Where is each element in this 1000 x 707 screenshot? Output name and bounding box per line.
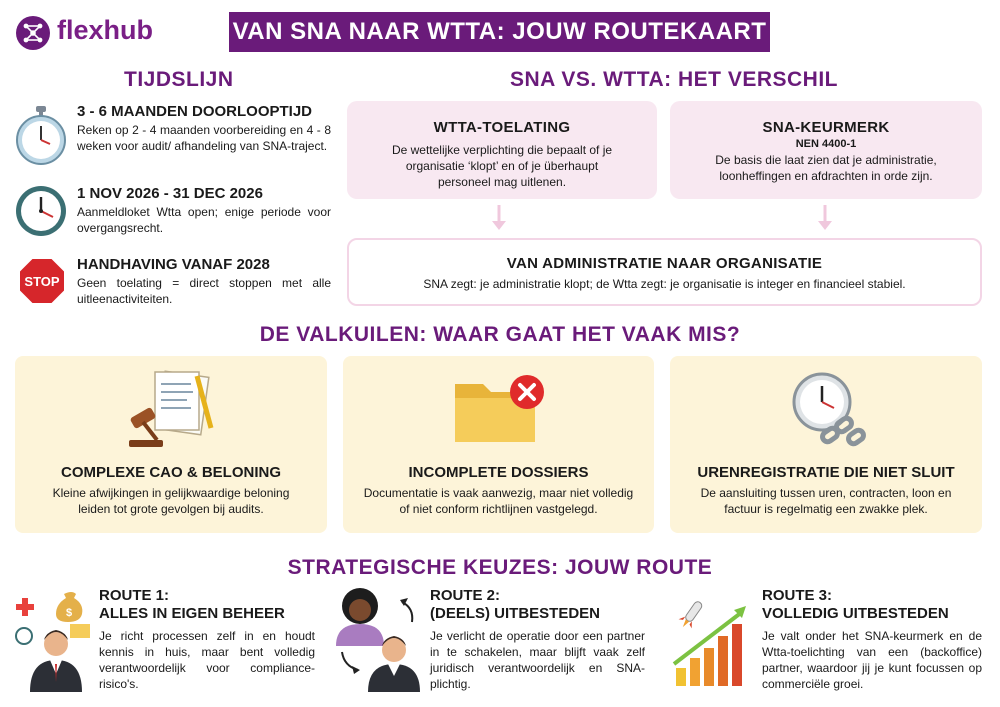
wtta-title: WTTA-TOELATING [433, 119, 571, 136]
timeline-item-text: Reken op 2 - 4 maanden voorbereiding en 4 - 8 weken voor audit/ afhandeling van SNA-traject. [77, 123, 331, 153]
sna-box [670, 101, 982, 199]
page-title: VAN SNA NAAR WTTA: JOUW ROUTEKAART [229, 12, 770, 52]
growth-chart-rocket-icon [670, 594, 754, 695]
route-title [762, 587, 949, 623]
route-line2: (DEELS) UITBESTEDEN [430, 605, 601, 622]
bridge-title: VAN ADMINISTRATIE NAAR ORGANISATIE [506, 255, 823, 272]
pitfall-text: Documentatie is vaak aanwezig, maar niet volledig of niet conform richtlijnen vastgelegd. [363, 486, 634, 516]
route-line1: ROUTE 2: [430, 587, 501, 604]
clock-broken-chain-icon [788, 368, 872, 457]
pitfalls-heading: DE VALKUILEN: WAAR GAAT HET VAAK MIS? [259, 323, 741, 346]
pitfall-title: INCOMPLETE DOSSIERS [408, 464, 589, 481]
route-line2: VOLLEDIG UITBESTEDEN [762, 605, 949, 622]
timeline-heading: TIJDSLIJN [124, 68, 234, 91]
gavel-documents-icon [125, 368, 221, 455]
timeline-item-title: HANDHAVING VANAF 2028 [77, 256, 270, 273]
flexhub-logo-icon [16, 16, 50, 50]
route-title [99, 587, 285, 623]
partners-exchange-icon [332, 586, 424, 697]
stopwatch-icon [14, 104, 68, 171]
route-line2: ALLES IN EIGEN BEHEER [99, 605, 285, 622]
stop-sign-label: STOP [24, 274, 60, 289]
pitfall-card [670, 356, 982, 533]
pitfall-card [15, 356, 327, 533]
timeline-item-text: Geen toelating = direct stoppen met alle uitleenactiviteiten. [77, 276, 331, 306]
timeline-item-text: Aanmeldloket Wtta open; enige periode voor overgangsrecht. [77, 205, 331, 235]
route-text: Je valt onder het SNA-keurmerk en de Wtta-toelichting van een (backoffice) partner, waardoor jij je kunt focussen op commerciële groei. [762, 629, 982, 691]
route-line1: ROUTE 3: [762, 587, 833, 604]
folder-error-icon [451, 372, 547, 453]
pitfall-text: Kleine afwijkingen in gelijkwaardige beloning leiden tot grote gevolgen bij audits. [52, 486, 290, 516]
svg-text:$: $ [65, 607, 73, 619]
bridge-box [347, 238, 982, 306]
route-text: Je verlicht de operatie door een partner in te schakelen, maar blijft vaak zelf juridisch verantwoordelijk en SNA-plichtig. [430, 629, 645, 691]
pitfall-card [343, 356, 654, 533]
stop-sign-icon [18, 257, 66, 310]
routes-heading: STRATEGISCHE KEUZES: JOUW ROUTE [287, 556, 713, 579]
route-title [430, 587, 600, 623]
wtta-text: De wettelijke verplichting die bepaalt of je organisatie ‘klopt’ en of je überhaupt personeel mag uitlenen. [391, 143, 613, 189]
timeline-item-title: 1 NOV 2026 - 31 DEC 2026 [77, 185, 263, 202]
brand-name: flexhub [57, 15, 154, 45]
pitfall-title: COMPLEXE CAO & BELONING [60, 464, 281, 481]
route-line1: ROUTE 1: [99, 587, 170, 604]
wtta-box [347, 101, 657, 199]
pitfall-text: De aansluiting tussen uren, contracten, loon en factuur is regelmatig een zwakke plek. [700, 486, 952, 516]
route-text: Je richt processen zelf in en houdt kennis in huis, maar bent volledig verantwoordelijk voor compliance-risico's. [99, 629, 315, 691]
sna-subtitle: NEN 4400-1 [795, 138, 857, 150]
arrow-down-icon [817, 205, 833, 236]
sna-title: SNA-KEURMERK [762, 119, 890, 136]
timeline-item-title: 3 - 6 MAANDEN DOORLOOPTIJD [77, 103, 313, 120]
bridge-text: SNA zegt: je administratie klopt; de Wtta zegt: je organisatie is integer en financieel stabiel. [423, 277, 906, 291]
pitfall-title: URENREGISTRATIE DIE NIET SLUIT [697, 464, 955, 481]
businessman-icon [14, 588, 100, 697]
arrow-down-icon [491, 205, 507, 236]
comparison-heading: SNA VS. WTTA: HET VERSCHIL [510, 68, 838, 91]
clock-icon [14, 184, 68, 243]
sna-text: De basis die laat zien dat je administratie, loonheffingen en afdrachten in orde zijn. [715, 153, 937, 183]
